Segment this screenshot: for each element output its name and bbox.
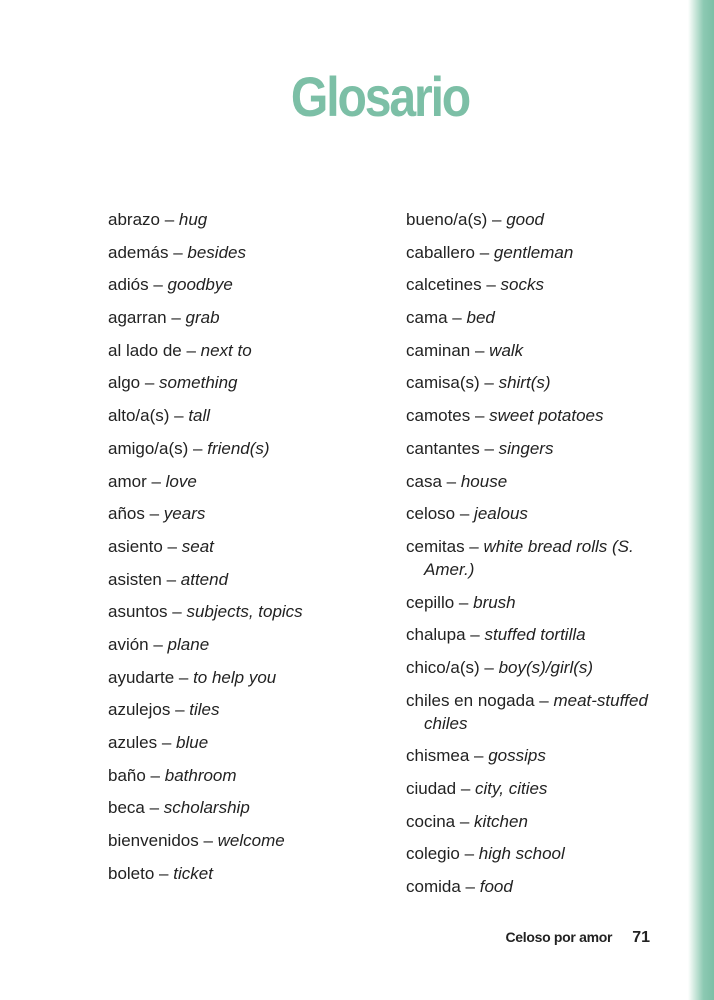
term-separator: – — [470, 406, 490, 426]
english-translation: socks — [500, 275, 544, 295]
glossary-entry — [406, 623, 676, 646]
glossary-entry — [108, 437, 378, 460]
spanish-term: chalupa — [406, 625, 466, 645]
term-separator: – — [157, 733, 177, 752]
glossary-entry — [406, 502, 676, 525]
glossary-column-right — [406, 208, 676, 908]
term-separator: – — [447, 308, 467, 328]
english-translation: kitchen — [474, 811, 528, 831]
term-separator: – — [144, 504, 164, 524]
spanish-term: camisa(s) — [406, 373, 480, 393]
term-separator: – — [534, 690, 554, 710]
term-separator: – — [168, 242, 188, 262]
term-separator: – — [479, 657, 499, 677]
spanish-term: chiles en nogada — [406, 690, 535, 710]
term-separator: – — [455, 504, 475, 524]
glossary-entry — [406, 371, 676, 394]
term-separator: – — [441, 471, 461, 491]
term-separator: – — [475, 242, 494, 262]
glossary-entry — [406, 842, 676, 865]
spanish-term: azules — [108, 733, 158, 752]
english-translation: walk — [489, 340, 524, 360]
glossary-entry — [406, 306, 676, 329]
term-separator: – — [146, 471, 166, 491]
spanish-term: comida — [406, 877, 461, 897]
spanish-term: agarran — [108, 308, 167, 328]
spanish-term: asuntos — [108, 602, 168, 622]
spanish-term: boleto — [108, 863, 155, 883]
glossary-entry — [108, 306, 378, 329]
english-translation: years — [163, 504, 206, 524]
glossary-entry — [108, 764, 378, 787]
english-translation: plane — [167, 634, 210, 654]
term-separator: – — [161, 569, 181, 589]
term-separator: – — [159, 210, 179, 229]
english-translation: bed — [466, 308, 495, 328]
spanish-term: amigo/a(s) — [108, 438, 189, 458]
english-translation: love — [165, 471, 197, 491]
english-translation: jealous — [474, 504, 528, 524]
english-translation: singers — [498, 438, 554, 458]
english-translation: seat — [181, 536, 214, 556]
english-translation: blue — [176, 733, 209, 752]
term-separator: – — [456, 779, 476, 798]
spanish-term: chico/a(s) — [406, 657, 480, 677]
glossary-entry — [406, 656, 676, 679]
glossary-entry — [406, 339, 676, 362]
spanish-term: calcetines — [406, 275, 482, 295]
english-translation: scholarship — [163, 798, 250, 818]
term-separator: – — [174, 667, 194, 687]
english-translation: city, cities — [475, 779, 548, 798]
glossary-entry — [406, 437, 676, 460]
glossary-entry — [108, 273, 378, 296]
book-title: Celoso por amor — [505, 929, 613, 945]
spanish-term: bueno/a(s) — [406, 210, 488, 229]
term-separator: – — [469, 746, 489, 766]
english-translation: boy(s)/girl(s) — [498, 657, 594, 677]
glossary-entry — [108, 731, 378, 754]
page-title: Glosario — [290, 65, 470, 128]
term-separator: – — [167, 602, 187, 622]
term-separator: – — [145, 765, 165, 785]
glossary-entry — [108, 600, 378, 623]
term-separator: – — [170, 700, 190, 720]
spanish-term: cama — [406, 308, 448, 328]
glossary-entry — [108, 698, 378, 721]
english-translation: meat-stuffed chiles — [424, 690, 648, 733]
english-translation: high school — [478, 844, 565, 864]
spanish-term: algo — [108, 373, 141, 393]
english-translation: something — [159, 373, 238, 393]
glossary-entry — [406, 241, 676, 264]
term-separator: – — [459, 844, 479, 864]
english-translation: brush — [473, 592, 516, 612]
english-translation: tiles — [189, 700, 220, 720]
glossary-entry — [406, 208, 676, 231]
glossary-entry — [108, 796, 378, 819]
glossary-column-left — [108, 208, 378, 894]
glossary-entry — [406, 777, 676, 800]
spanish-term: colegio — [406, 844, 460, 864]
term-separator: – — [481, 275, 501, 295]
spanish-term: chismea — [406, 746, 470, 766]
english-translation: shirt(s) — [498, 373, 551, 393]
spanish-term: asisten — [108, 569, 162, 589]
glossary-entry — [108, 829, 378, 852]
term-separator: – — [181, 340, 201, 360]
english-translation: attend — [180, 569, 229, 589]
spanish-term: además — [108, 242, 169, 262]
term-separator: – — [148, 634, 168, 654]
english-translation: good — [506, 210, 545, 229]
english-translation: stuffed tortilla — [484, 625, 586, 645]
glossary-entry — [406, 591, 676, 614]
english-translation: gossips — [488, 746, 546, 766]
spanish-term: baño — [108, 765, 146, 785]
glossary-entry — [108, 568, 378, 591]
page-edge-band — [688, 0, 714, 1000]
english-translation: subjects, topics — [186, 602, 303, 622]
spanish-term: cocina — [406, 811, 456, 831]
english-translation: grab — [185, 308, 220, 328]
english-translation: gentleman — [493, 242, 574, 262]
term-separator: – — [140, 373, 160, 393]
term-separator: – — [148, 275, 168, 295]
glossary-entry — [406, 535, 676, 581]
spanish-term: cemitas — [406, 536, 465, 556]
spanish-term: alto/a(s) — [108, 406, 170, 426]
english-translation: tall — [188, 406, 211, 426]
page-number: 71 — [632, 929, 650, 946]
glossary-entry — [108, 371, 378, 394]
spanish-term: beca — [108, 798, 145, 818]
glossary-entry — [406, 810, 676, 833]
term-separator: – — [465, 625, 485, 645]
term-separator: – — [169, 406, 189, 426]
english-translation: hug — [178, 210, 208, 229]
term-separator: – — [487, 210, 507, 229]
term-separator: – — [455, 811, 475, 831]
spanish-term: caminan — [406, 340, 471, 360]
term-separator: – — [162, 536, 182, 556]
spanish-term: ciudad — [406, 779, 457, 798]
term-separator: – — [479, 438, 499, 458]
glossary-entry — [406, 470, 676, 493]
spanish-term: amor — [108, 471, 147, 491]
english-translation: next to — [200, 340, 252, 360]
spanish-term: caballero — [406, 242, 475, 262]
glossary-entry — [406, 404, 676, 427]
spanish-term: bienvenidos — [108, 831, 199, 851]
page-footer — [470, 929, 650, 947]
glossary-entry — [406, 273, 676, 296]
term-separator: – — [188, 438, 208, 458]
term-separator: – — [454, 592, 474, 612]
term-separator: – — [479, 373, 499, 393]
term-separator: – — [464, 536, 484, 556]
spanish-term: azulejos — [108, 700, 171, 720]
spanish-term: cepillo — [406, 592, 455, 612]
spanish-term: casa — [406, 471, 442, 491]
term-separator: – — [470, 340, 490, 360]
term-separator: – — [154, 863, 174, 883]
english-translation: ticket — [173, 863, 213, 883]
spanish-term: cantantes — [406, 438, 480, 458]
spanish-term: camotes — [406, 406, 471, 426]
term-separator: – — [144, 798, 164, 818]
glossary-entry — [108, 404, 378, 427]
english-translation: house — [460, 471, 508, 491]
spanish-term: asiento — [108, 536, 163, 556]
english-translation: goodbye — [167, 275, 233, 295]
english-translation: to help you — [193, 667, 277, 687]
spanish-term: adiós — [108, 275, 149, 295]
spanish-term: avión — [108, 634, 149, 654]
english-translation: besides — [187, 242, 246, 262]
spanish-term: ayudarte — [108, 667, 175, 687]
term-separator: – — [460, 877, 480, 897]
english-translation: friend(s) — [207, 438, 270, 458]
glossary-entry — [108, 666, 378, 689]
english-translation: food — [479, 877, 513, 897]
glossary-entry — [406, 875, 676, 898]
glossary-entry — [108, 633, 378, 656]
english-translation: white bread rolls (S. Amer.) — [424, 536, 634, 579]
glossary-entry — [108, 535, 378, 558]
glossary-entry — [108, 208, 378, 231]
glossary-entry — [406, 689, 676, 735]
glossary-entry — [406, 744, 676, 767]
spanish-term: celoso — [406, 504, 456, 524]
glossary-entry — [108, 339, 378, 362]
english-translation: welcome — [217, 831, 285, 851]
spanish-term: años — [108, 504, 145, 524]
english-translation: bathroom — [164, 765, 237, 785]
spanish-term: abrazo — [108, 210, 160, 229]
glossary-entry — [108, 862, 378, 885]
glossary-entry — [108, 502, 378, 525]
spanish-term: al lado de — [108, 340, 182, 360]
glossary-entry — [108, 241, 378, 264]
glossary-entry — [108, 470, 378, 493]
english-translation: sweet potatoes — [489, 406, 604, 426]
term-separator: – — [198, 831, 218, 851]
term-separator: – — [166, 308, 186, 328]
